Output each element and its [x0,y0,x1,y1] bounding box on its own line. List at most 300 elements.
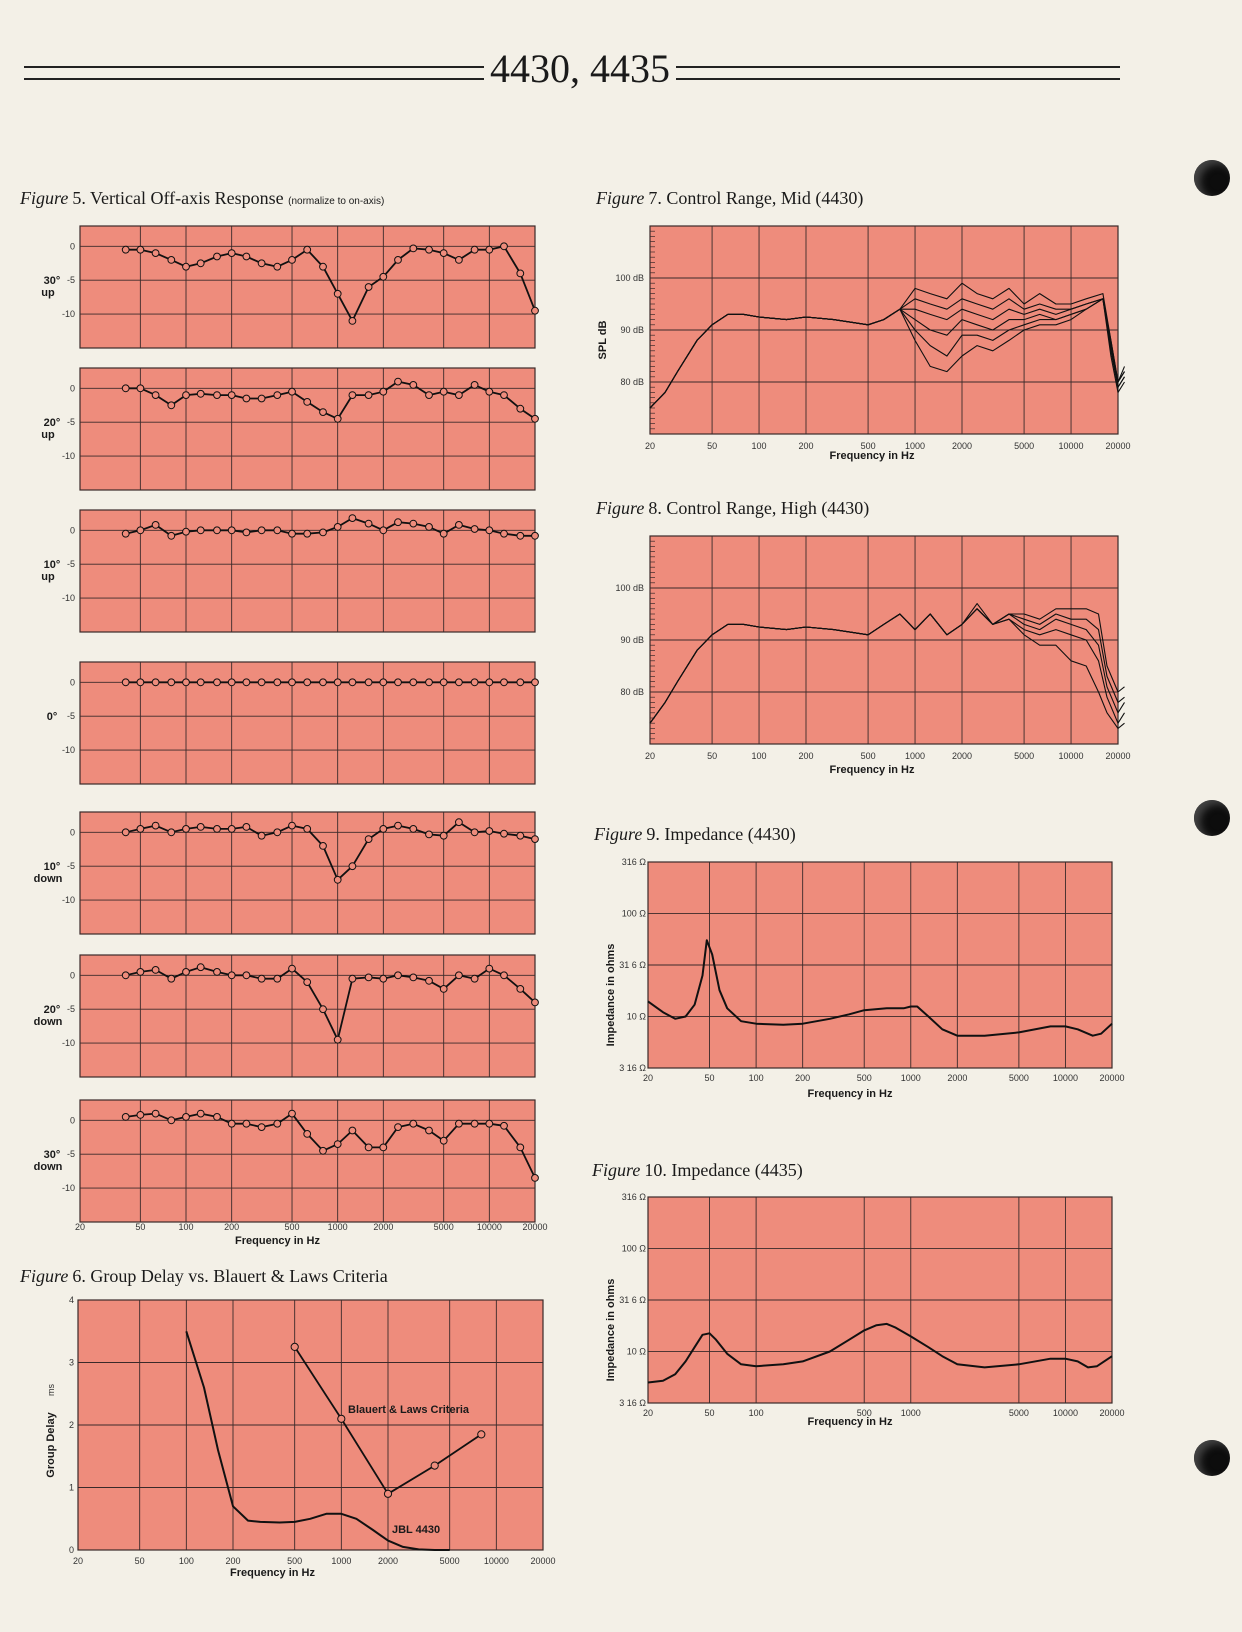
fig5-panel-angle: 30° [43,275,61,287]
fig5-data-point [380,273,387,280]
fig5-data-point [532,307,539,314]
fig5-data-point [380,679,387,686]
fig5-data-point [304,979,311,986]
fig5-data-point [501,530,508,537]
fig5-data-point [137,1112,144,1119]
fig9-xtick-label: 20 [642,1073,654,1083]
fig5-data-point [456,1120,463,1127]
fig5-data-point [349,392,356,399]
fig5-data-point [440,1137,447,1144]
fig5-data-point [486,828,493,835]
fig9-ytick-label: 10 Ω [626,1011,646,1022]
fig5-panel-direction: down [33,873,63,885]
fig5-data-point [486,527,493,534]
fig5-data-point [274,1120,281,1127]
fig9-xtick-label: 200 [795,1073,811,1083]
fig5-data-point [258,1124,265,1131]
fig5-data-point [274,263,281,270]
fig5-data-point [501,392,508,399]
fig5-data-point [320,1006,327,1013]
fig5-data-point [486,965,493,972]
figure-6-title: Figure 6. Group Delay vs. Blauert & Laws Criteria [20,1266,388,1286]
fig5-panel-0 [80,226,535,348]
fig5-data-point [168,257,175,264]
fig5-xtick-label: 50 [135,1222,146,1232]
fig5-data-point [320,843,327,850]
fig5-ytick-label: -5 [66,275,75,286]
fig6-data-point [431,1462,438,1469]
fig8-xtick-label: 20000 [1105,751,1131,761]
fig6-yunit: ms [46,1384,56,1396]
fig5-data-point [243,253,250,260]
fig6-ytick-label: 1 [68,1482,74,1493]
fig5-data-point [365,679,372,686]
fig5-data-point [228,679,235,686]
fig6-ytick-label: 0 [68,1545,74,1555]
fig10-ytick-label: 316 Ω [621,1192,646,1202]
fig5-data-point [168,679,175,686]
fig10-xtick-label: 5000 [1008,1408,1029,1418]
fig5-data-point [168,1117,175,1124]
fig5-data-point [501,830,508,837]
fig5-data-point [410,679,417,686]
fig5-xtick-label: 1000 [327,1222,348,1232]
fig5-data-point [197,964,204,971]
fig5-ytick-label: -5 [66,1149,75,1160]
fig9-xtick-label: 100 [748,1073,764,1083]
fig9-xtick-label: 50 [704,1073,715,1083]
fig10-xtick-label: 1000 [900,1408,921,1418]
fig5-data-point [440,388,447,395]
fig5-ytick-label: 0 [69,1115,75,1126]
fig5-data-point [517,270,524,277]
fig5-data-point [395,1124,402,1131]
fig6-xtick-label: 100 [178,1556,194,1566]
fig5-data-point [501,243,508,250]
fig6-xtick-label: 1000 [331,1556,352,1566]
fig5-ytick-label: -5 [66,711,75,722]
fig5-data-point [183,679,190,686]
fig5-data-point [349,1127,356,1134]
fig5-data-point [183,826,190,833]
fig5-data-point [486,1120,493,1127]
fig5-data-point [152,679,159,686]
fig5-data-point [471,975,478,982]
fig5-data-point [228,527,235,534]
fig5-data-point [320,529,327,536]
fig5-data-point [304,246,311,253]
fig5-ytick-label: -10 [61,451,75,462]
figure-5-title: Figure 5. Vertical Off-axis Response (normalize to on-axis) [20,188,385,208]
fig5-data-point [183,1114,190,1121]
fig6-data-point [384,1490,391,1497]
fig10-xtick-label: 50 [704,1408,715,1418]
fig6-annotation-jbl: JBL 4430 [392,1524,441,1536]
fig10-ytick-label: 3 16 Ω [619,1398,646,1408]
fig9-xtick-label: 20000 [1099,1073,1125,1083]
fig5-data-point [349,679,356,686]
fig5-data-point [532,415,539,422]
fig5-data-point [137,246,144,253]
fig5-data-point [243,529,250,536]
fig5-data-point [349,863,356,870]
fig5-data-point [410,382,417,389]
fig5-xtick-label: 20000 [522,1222,548,1232]
fig5-data-point [289,965,296,972]
fig6-xtick-label: 10000 [483,1556,509,1566]
fig5-ytick-label: 0 [69,970,75,981]
fig5-data-point [426,392,433,399]
fig5-ytick-label: 0 [69,525,75,536]
fig5-data-point [320,409,327,416]
fig5-data-point [197,260,204,267]
fig5-data-point [456,522,463,529]
fig5-data-point [426,679,433,686]
fig7-xtick-label: 10000 [1058,441,1084,451]
fig5-data-point [471,1120,478,1127]
fig5-data-point [486,246,493,253]
fig5-data-point [395,519,402,526]
fig5-data-point [456,972,463,979]
fig5-data-point [532,532,539,539]
fig5-ytick-label: -10 [61,309,75,320]
fig5-data-point [334,876,341,883]
fig8-ytick-label: 90 dB [620,635,644,645]
fig5-data-point [228,826,235,833]
fig10-xtick-label: 20 [642,1408,654,1418]
fig5-data-point [501,679,508,686]
fig5-data-point [304,826,311,833]
fig5-data-point [289,388,296,395]
fig5-data-point [214,1114,221,1121]
fig5-data-point [471,526,478,533]
fig5-data-point [426,246,433,253]
fig5-xtick-label: 500 [284,1222,300,1232]
fig5-data-point [517,1144,524,1151]
fig5-data-point [243,972,250,979]
fig5-xtick-label: 20 [74,1222,86,1232]
fig5-data-point [532,679,539,686]
fig7-xlabel: Frequency in Hz [829,450,915,462]
fig9-ylabel: Impedance in ohms [605,943,617,1047]
fig5-ytick-label: 0 [69,677,75,688]
fig5-data-point [380,826,387,833]
fig5-data-point [304,399,311,406]
fig5-data-point [365,836,372,843]
fig7-xtick-label: 1000 [905,441,926,451]
fig5-data-point [289,530,296,537]
fig6-xtick-label: 50 [134,1556,145,1566]
fig6-ytick-label: 2 [68,1420,74,1430]
fig5-xtick-label: 10000 [476,1222,502,1232]
fig5-data-point [426,977,433,984]
fig5-data-point [440,530,447,537]
fig8-xtick-label: 2000 [951,751,973,761]
fig6-xtick-label: 20000 [530,1556,556,1566]
fig5-data-point [197,679,204,686]
fig5-data-point [122,1114,129,1121]
fig5-data-point [152,1110,159,1117]
fig10-xlabel: Frequency in Hz [807,1416,893,1428]
fig5-data-point [122,385,129,392]
fig5-panel-5 [80,955,535,1077]
fig5-data-point [137,679,144,686]
fig5-data-point [243,824,250,831]
fig5-data-point [274,679,281,686]
fig5-data-point [152,522,159,529]
figure-7-title: Figure 7. Control Range, Mid (4430) [596,188,864,208]
fig5-data-point [501,1122,508,1129]
fig5-ytick-label: -10 [61,1183,75,1194]
fig7-ylabel: SPL dB [597,320,609,360]
fig5-xtick-label: 2000 [373,1222,394,1232]
fig5-data-point [517,679,524,686]
fig7-xtick-label: 200 [798,441,814,451]
fig5-data-point [410,245,417,252]
fig5-data-point [214,969,221,976]
fig9-xtick-label: 1000 [900,1073,921,1083]
fig5-data-point [456,819,463,826]
fig5-ytick-label: -10 [61,1038,75,1049]
fig8-xtick-label: 200 [798,751,814,761]
fig10-xtick-label: 20000 [1099,1408,1125,1418]
fig5-panel-direction: up [41,429,55,441]
fig5-data-point [410,826,417,833]
fig5-data-point [532,999,539,1006]
fig5-data-point [258,975,265,982]
fig9-ytick-label: 31 6 Ω [619,960,646,970]
fig5-panel-angle: 0° [46,711,58,723]
fig5-data-point [395,822,402,829]
fig5-panel-1 [80,368,535,490]
fig5-panel-angle: 20° [43,1004,61,1016]
fig6-xtick-label: 200 [225,1556,241,1566]
fig9-xtick-label: 10000 [1052,1073,1078,1083]
fig7-xtick-label: 5000 [1014,441,1035,451]
fig5-data-point [517,832,524,839]
fig7-ytick-label: 100 dB [615,273,644,283]
fig5-data-point [214,527,221,534]
fig5-ytick-label: -5 [66,861,75,872]
fig5-data-point [365,520,372,527]
fig5-data-point [274,392,281,399]
fig5-data-point [168,829,175,836]
fig5-data-point [183,263,190,270]
fig7-xtick-label: 20 [644,441,656,451]
fig8-ytick-label: 100 dB [615,583,644,593]
fig5-data-point [122,972,129,979]
fig5-panel-angle: 30° [43,1149,61,1161]
fig10-ylabel: Impedance in ohms [605,1278,617,1382]
fig6-ytick-label: 4 [68,1295,74,1305]
fig10-ytick-label: 100 Ω [621,1243,646,1254]
fig5-xtick-label: 100 [178,1222,194,1232]
fig5-ytick-label: 0 [69,827,75,838]
fig5-data-point [289,257,296,264]
fig6-xtick-label: 5000 [439,1556,460,1566]
fig8-xtick-label: 5000 [1014,751,1035,761]
fig5-data-point [365,284,372,291]
fig8-xtick-label: 1000 [905,751,926,761]
fig5-data-point [365,1144,372,1151]
fig5-data-point [334,524,341,531]
fig5-data-point [426,1127,433,1134]
figure-8-title: Figure 8. Control Range, High (4430) [596,498,870,518]
fig5-data-point [122,679,129,686]
fig5-data-point [137,527,144,534]
fig5-data-point [258,679,265,686]
page-title: 4430, 4435 [0,46,1160,92]
fig5-data-point [243,679,250,686]
fig5-ytick-label: -5 [66,1004,75,1015]
fig5-data-point [289,679,296,686]
fig5-data-point [517,532,524,539]
fig5-data-point [440,832,447,839]
fig5-data-point [320,679,327,686]
fig7-xtick-label: 500 [860,441,876,451]
fig7-ytick-label: 90 dB [620,325,644,335]
fig5-data-point [410,974,417,981]
fig8-xlabel: Frequency in Hz [829,764,915,776]
fig6-data-point [338,1415,345,1422]
fig5-data-point [228,1120,235,1127]
fig6-data-point [291,1343,298,1350]
fig7-ytick-label: 80 dB [620,377,644,387]
fig5-panel-direction: down [33,1016,63,1028]
fig5-data-point [214,826,221,833]
fig5-data-point [532,836,539,843]
fig5-data-point [426,831,433,838]
fig5-data-point [304,530,311,537]
fig5-data-point [395,257,402,264]
fig5-ytick-label: 0 [69,241,75,252]
fig5-data-point [395,972,402,979]
fig5-data-point [349,975,356,982]
fig5-data-point [349,515,356,522]
fig5-data-point [365,974,372,981]
fig5-data-point [168,975,175,982]
fig5-panel-direction: up [41,571,55,583]
fig5-data-point [183,528,190,535]
fig5-data-point [183,392,190,399]
fig5-data-point [440,679,447,686]
fig5-data-point [440,986,447,993]
fig10-xtick-label: 10000 [1052,1408,1078,1418]
fig8-ytick-label: 80 dB [620,687,644,697]
fig10-xtick-label: 100 [748,1408,764,1418]
fig10-xtick-label: 500 [856,1408,872,1418]
fig5-data-point [517,986,524,993]
fig5-data-point [334,1141,341,1148]
fig5-ytick-label: -10 [61,895,75,906]
fig5-data-point [456,679,463,686]
fig9-xtick-label: 2000 [947,1073,968,1083]
fig5-data-point [380,975,387,982]
fig6-data-point [478,1431,485,1438]
fig5-data-point [410,520,417,527]
figure-10-title: Figure 10. Impedance (4435) [592,1160,803,1180]
fig5-data-point [197,527,204,534]
fig5-ytick-label: -5 [66,559,75,570]
fig5-data-point [486,388,493,395]
fig5-data-point [517,405,524,412]
fig6-xtick-label: 2000 [377,1556,399,1566]
fig5-data-point [122,246,129,253]
fig5-data-point [197,1110,204,1117]
fig5-data-point [380,388,387,395]
fig5-data-point [152,250,159,257]
fig5-ytick-label: -5 [66,417,75,428]
fig9-ytick-label: 100 Ω [621,908,646,919]
fig5-data-point [274,527,281,534]
fig5-data-point [334,290,341,297]
fig5-panel-angle: 20° [43,417,61,429]
fig5-data-point [320,263,327,270]
fig5-data-point [334,415,341,422]
fig5-data-point [471,246,478,253]
fig5-xlabel: Frequency in Hz [235,1235,320,1247]
fig5-data-point [258,395,265,402]
fig5-data-point [258,832,265,839]
fig7-xtick-label: 100 [751,441,767,451]
fig10-ytick-label: 10 Ω [626,1346,646,1357]
fig5-data-point [137,826,144,833]
fig5-data-point [486,679,493,686]
fig5-ytick-label: 0 [69,383,75,394]
fig5-data-point [289,822,296,829]
fig5-panel-6 [80,1100,535,1222]
fig5-data-point [228,972,235,979]
fig5-data-point [471,829,478,836]
fig5-data-point [395,679,402,686]
fig7-xtick-label: 2000 [951,441,973,451]
fig5-data-point [214,392,221,399]
fig5-data-point [168,402,175,409]
fig6-xtick-label: 500 [287,1556,303,1566]
fig5-data-point [274,829,281,836]
fig5-data-point [122,530,129,537]
fig9-ytick-label: 316 Ω [621,857,646,867]
fig5-data-point [258,527,265,534]
fig5-data-point [426,524,433,531]
fig5-data-point [349,318,356,325]
fig5-data-point [214,679,221,686]
fig5-data-point [304,679,311,686]
fig5-data-point [334,1036,341,1043]
fig5-data-point [243,395,250,402]
fig5-data-point [471,679,478,686]
fig5-data-point [320,1147,327,1154]
fig5-xtick-label: 5000 [433,1222,454,1232]
fig5-data-point [380,1144,387,1151]
fig5-data-point [289,1110,296,1117]
fig8-xtick-label: 100 [751,751,767,761]
fig8-xtick-label: 20 [644,751,656,761]
fig5-xtick-label: 200 [224,1222,240,1232]
fig5-data-point [183,969,190,976]
fig6-xtick-label: 20 [72,1556,84,1566]
fig5-data-point [304,1131,311,1138]
fig5-data-point [258,260,265,267]
fig10-ytick-label: 31 6 Ω [619,1295,646,1305]
fig9-xtick-label: 5000 [1008,1073,1029,1083]
fig5-panel-direction: down [33,1161,63,1173]
fig5-data-point [471,382,478,389]
figure-9-title: Figure 9. Impedance (4430) [594,824,796,844]
fig5-data-point [380,527,387,534]
fig6-annotation-blauert: Blauert & Laws Criteria [348,1404,470,1416]
fig5-data-point [137,969,144,976]
